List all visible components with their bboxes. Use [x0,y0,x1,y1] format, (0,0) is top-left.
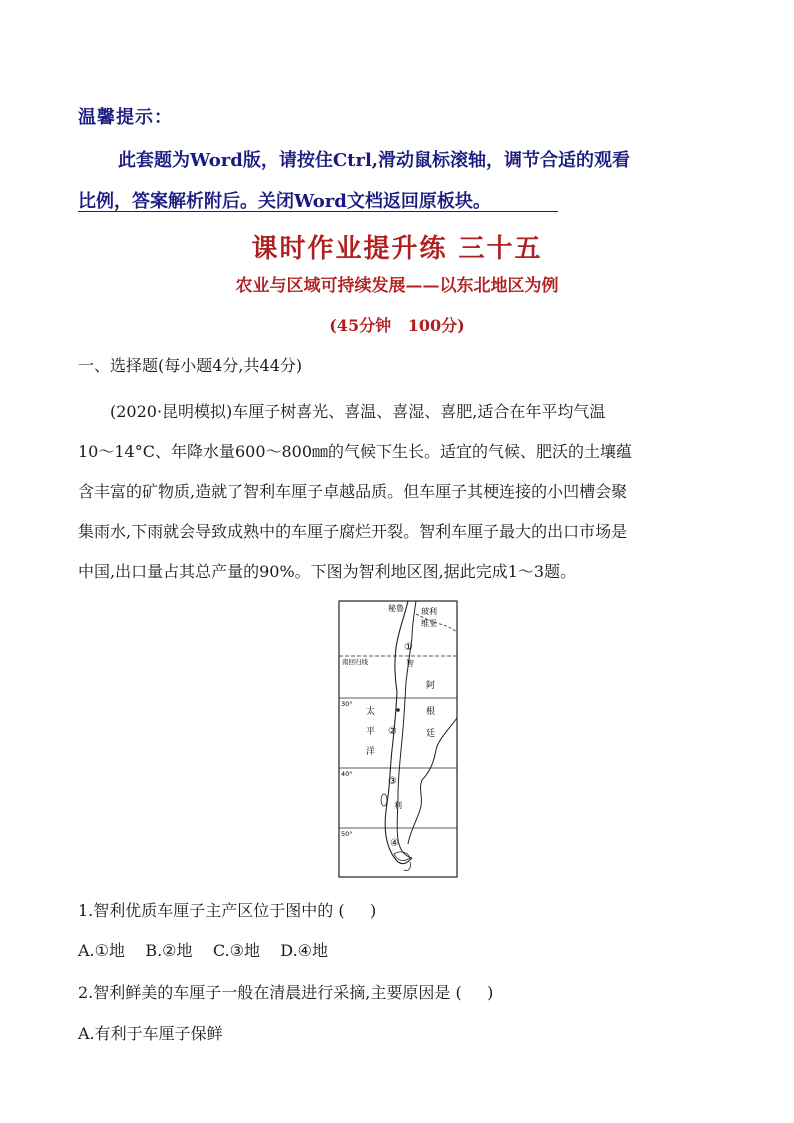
label-bolivia-1: 玻利 [421,607,437,616]
tip-line-2: 比例，答案解析附后。关闭Word文档返回原板块。 [78,191,491,212]
passage-line: 含丰富的矿物质,造就了智利车厘子卓越品质。但车厘子其梗连接的小凹槽会聚 [78,482,628,501]
label-lat-30: 30° [341,700,353,708]
label-lat-40: 40° [341,770,353,778]
chile-map [338,600,458,878]
marker-4: ④ [390,838,399,849]
label-chile-li: 利 [394,801,402,810]
label-pacific-yang: 洋 [366,747,376,757]
tip-underline [78,211,558,212]
marker-1: ① [404,642,413,653]
tip-title: 温馨提示： [78,107,173,128]
question-2-option-a: A.有利于车厘子保鲜 [78,1024,223,1043]
label-argentina-ting: 廷 [426,729,436,739]
label-argentina-a: 阿 [426,681,436,691]
question-1: 1.智利优质车厘子主产区位于图中的 ( ) [78,901,377,920]
passage-line: 中国,出口量占其总产量的90%。下图为智利地区图,据此完成1～3题。 [78,562,577,581]
label-tropic: 南回归线 [342,658,368,666]
marker-2: ② [388,726,397,737]
label-bolivia-2: 维亚 [421,619,437,628]
label-pacific-tai: 太 [366,707,376,717]
passage [78,392,718,592]
santiago-dot [396,708,400,712]
marker-3: ③ [388,776,397,787]
tip-line-1: 此套题为Word版，请按住Ctrl,滑动鼠标滚轴，调节合适的观看 [118,150,631,171]
label-lat-50: 50° [341,830,353,838]
label-chile-zhi: 智 [406,659,414,668]
time-and-score: (45分钟 100分) [329,316,465,335]
passage-line: 10～14°C、年降水量600～800㎜的气候下生长。适宜的气候、肥沃的土壤蕴 [78,442,633,461]
question-2: 2.智利鲜美的车厘子一般在清晨进行采摘,主要原因是 ( ) [78,983,494,1002]
question-1-options: A.①地 B.②地 C.③地 D.④地 [78,941,328,960]
passage-line: 集雨水,下雨就会导致成熟中的车厘子腐烂开裂。智利车厘子最大的出口市场是 [78,522,628,541]
section-heading: 一、选择题(每小题4分,共44分) [78,356,303,375]
label-pacific-ping: 平 [366,727,376,737]
page-subtitle: 农业与区域可持续发展——以东北地区为例 [235,276,559,296]
passage-line: (2020·昆明模拟)车厘子树喜光、喜温、喜湿、喜肥,适合在年平均气温 [110,402,606,421]
label-argentina-gen: 根 [426,707,436,717]
label-peru: 秘鲁 [388,604,404,613]
page-title: 课时作业提升练 三十五 [251,234,543,264]
